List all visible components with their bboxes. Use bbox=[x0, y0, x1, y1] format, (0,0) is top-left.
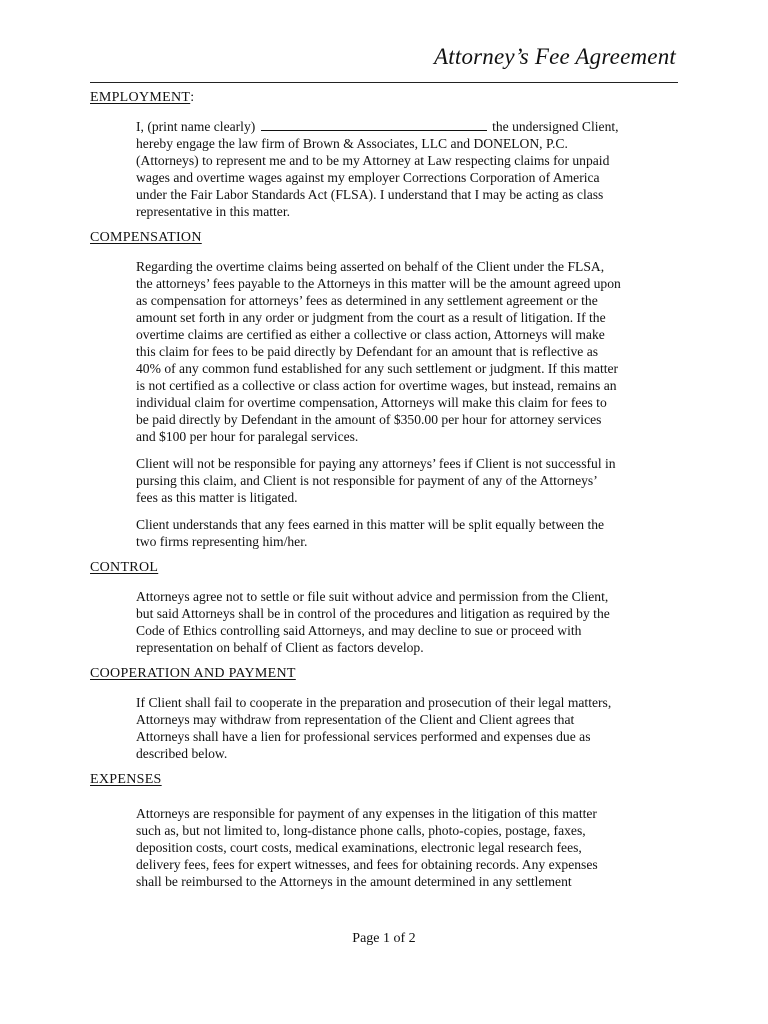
paragraph-line: individual claim for overtime compensation, Attorneys will make this claim for fees to bbox=[136, 395, 607, 410]
paragraph-line: Client understands that any fees earned in this matter will be split equally between the bbox=[136, 517, 605, 532]
paragraph-line bbox=[136, 118, 696, 135]
paragraph-line: amount set forth in any order or judgment from the court as a result of litigation. If the bbox=[136, 310, 606, 325]
paragraph-line: 40% of any common fund established for any such settlement or judgment. If this matter bbox=[136, 361, 619, 376]
paragraph-line: and $100 per hour for paralegal services. bbox=[136, 429, 359, 444]
client-name-blank bbox=[261, 119, 487, 131]
paragraph-line: Regarding the overtime claims being asserted on behalf of the Client under the FLSA, bbox=[136, 259, 605, 274]
paragraph-line: delivery fees, fees for expert witnesses, and fees for obtaining records. Any expenses bbox=[136, 857, 598, 872]
paragraph-line: If Client shall fail to cooperate in the preparation and prosecution of their legal matters, bbox=[136, 695, 612, 710]
print-name-label: I, (print name clearly) bbox=[136, 119, 259, 134]
paragraph-line: Attorneys agree not to settle or file suit without advice and permission from the Client, bbox=[136, 589, 609, 604]
section-heading-expenses: EXPENSES bbox=[90, 772, 162, 787]
paragraph-line: described below. bbox=[136, 746, 228, 761]
section-heading-control: CONTROL bbox=[90, 560, 159, 575]
paragraph-line: but said Attorneys shall be in control of the procedures and litigation as required by the bbox=[136, 606, 610, 621]
paragraph-line: as compensation for attorneys’ fees as determined in any settlement agreement or the bbox=[136, 293, 598, 308]
section-heading-employment bbox=[90, 90, 194, 106]
compensation-paragraph-3 bbox=[136, 516, 696, 550]
section-heading-compensation: COMPENSATION bbox=[90, 230, 202, 245]
paragraph-line: hereby engage the law firm of Brown & Associates, LLC and DONELON, P.C. bbox=[136, 136, 568, 151]
paragraph-line: two firms representing him/her. bbox=[136, 534, 308, 549]
employment-paragraph bbox=[136, 118, 696, 220]
paragraph-line: representation on behalf of Client as factors develop. bbox=[136, 640, 424, 655]
paragraph-line: Attorneys may withdraw from representation of the Client and Client agrees that bbox=[136, 712, 575, 727]
paragraph-line: be paid directly by Defendant in the amount of $350.00 per hour for attorney services bbox=[136, 412, 602, 427]
paragraph-line: fees as this matter is litigated. bbox=[136, 490, 298, 505]
compensation-paragraph-2 bbox=[136, 455, 696, 506]
paragraph-line: pursing this claim, and Client is not responsible for payment of any of the Attorneys’ bbox=[136, 473, 598, 488]
paragraph-line: representative in this matter. bbox=[136, 204, 291, 219]
expenses-paragraph bbox=[136, 805, 696, 890]
paragraph-line: (Attorneys) to represent me and to be my Attorney at Law respecting claims for unpaid bbox=[136, 153, 610, 168]
section-heading-cooperation-and-payment: COOPERATION AND PAYMENT bbox=[90, 666, 296, 681]
control-paragraph bbox=[136, 588, 696, 656]
compensation-paragraph-1 bbox=[136, 258, 696, 445]
paragraph-line: under the Fair Labor Standards Act (FLSA). I understand that I may be acting as class bbox=[136, 187, 604, 202]
page-number: Page 1 of 2 bbox=[352, 931, 416, 946]
paragraph-line: Attorneys shall have a lien for professional services performed and expenses due as bbox=[136, 729, 591, 744]
title-rule bbox=[90, 82, 678, 83]
section-heading-employment-label: EMPLOYMENT bbox=[90, 90, 191, 105]
paragraph-line: Client will not be responsible for paying any attorneys’ fees if Client is not successful in bbox=[136, 456, 616, 471]
paragraph-line: deposition costs, court costs, medical examinations, electronic legal research fees, bbox=[136, 840, 582, 855]
paragraph-line: shall be reimbursed to the Attorneys in the amount determined in any settlement bbox=[136, 874, 572, 889]
undersigned-client-text: the undersigned Client, bbox=[488, 119, 619, 134]
paragraph-line: is not certified as a collective or class action for overtime wages, but instead, remains an bbox=[136, 378, 617, 393]
paragraph-line: wages and overtime wages against my employer Corrections Corporation of America bbox=[136, 170, 600, 185]
cooperation-paragraph bbox=[136, 694, 696, 762]
paragraph-line: the attorneys’ fees payable to the Attorneys in this matter will be the amount agreed upon bbox=[136, 276, 621, 291]
paragraph-line: this claim for fees to be paid directly by Defendant for an amount that is reflective as bbox=[136, 344, 599, 359]
paragraph-line: Attorneys are responsible for payment of any expenses in the litigation of this matter bbox=[136, 806, 597, 821]
paragraph-line: such as, but not limited to, long-distance phone calls, photo-copies, postage, faxes, bbox=[136, 823, 586, 838]
document-title: Attorney’s Fee Agreement bbox=[434, 44, 676, 69]
paragraph-line: overtime claims are certified as either a collective or class action, Attorneys will make bbox=[136, 327, 605, 342]
paragraph-line: Code of Ethics controlling said Attorneys, and may decline to sue or proceed with bbox=[136, 623, 582, 638]
section-heading-employment-colon: : bbox=[190, 90, 195, 105]
